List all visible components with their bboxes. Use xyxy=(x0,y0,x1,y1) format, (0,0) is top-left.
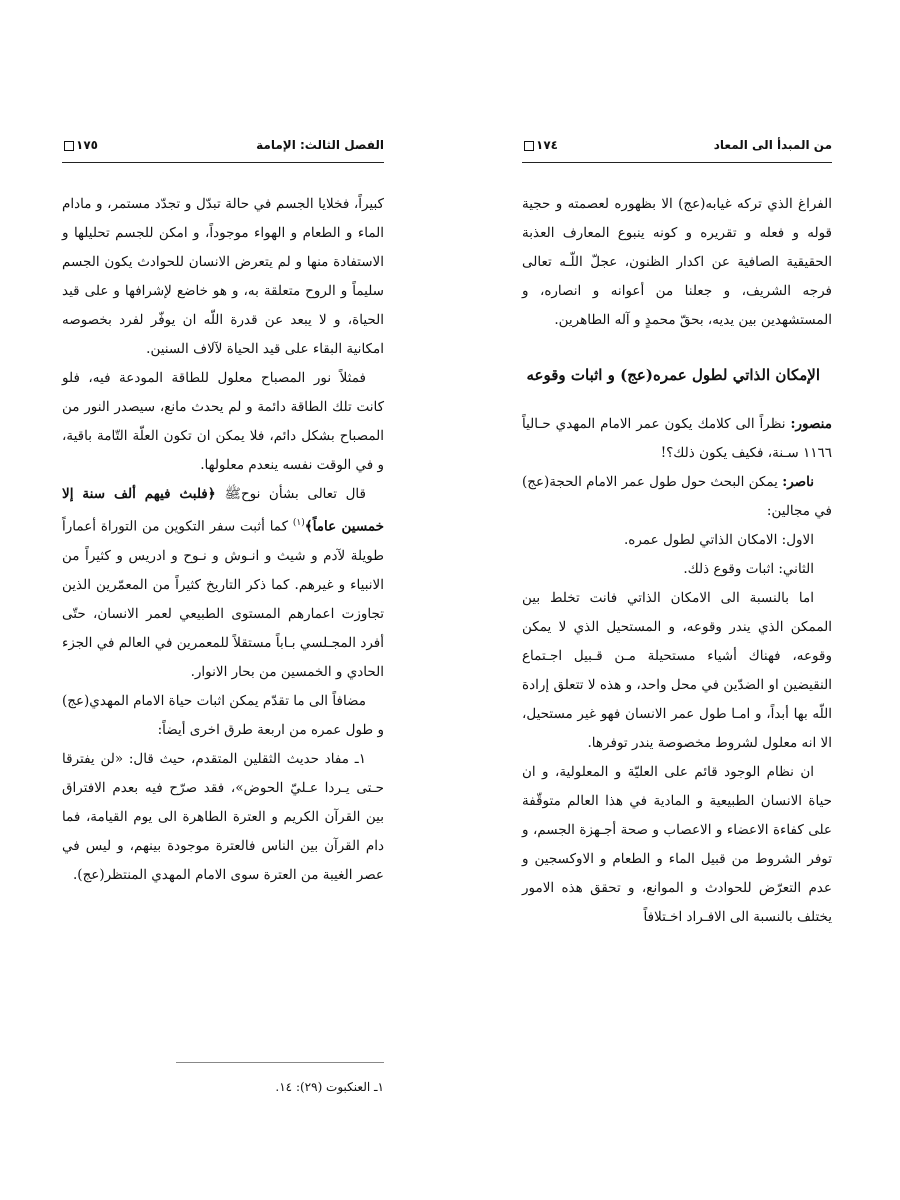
running-title: الفصل الثالث: الإمامة xyxy=(256,138,384,152)
page-number: ١٧٥ xyxy=(62,138,98,152)
list-item: الثاني: اثبات وقوع ذلك. xyxy=(683,561,814,577)
page-number: ١٧٤ xyxy=(522,138,558,152)
paragraph: ان نظام الوجود قائم على العليّة و المعلولية، و ان حياة الانسان الطبيعية و المادية في هذا العالم متوقّفة على كفاءة الاعضاء و الاعصاب و صحة أجـهزة الجسم، و توفر الشروط من قبيل الماء و الطعام و الاوكسجين و عدم التعرّض للحوادث و الموانع، و تحقق هذه الامور يختلف بالنسبة الى الافـراد اخـتلافاً xyxy=(522,764,832,925)
quran-quote: ﴿فلبث فيهم ألف سنة إلا خمسين عاماً﴾ xyxy=(62,486,385,535)
paragraph: مضافاً الى ما تقدّم يمكن اثبات حياة الامام المهدي(عج) و طول عمره من اربعة طرق اخرى أيضاً: xyxy=(62,692,384,738)
page-header xyxy=(522,138,832,160)
section-heading: الإمكان الذاتي لطول عمره(عج) و اثبات وقوعه xyxy=(526,366,820,384)
page-header xyxy=(62,138,384,160)
speaker-name: ناصر: xyxy=(782,474,814,490)
paragraph: قال تعالى بشأن نوحﷺ ﴿فلبث فيهم ألف سنة إلا خمسين عاماً﴾$^{(١)}$ كما أثبت سفر التكوين من التوراة أعماراً طويلة لآدم و شيث و انـوش و نـوح و ادريس و كثيراً من الانبياء و غيرهم. كما ذكر التاريخ كثيراً من المعمّرين الذين تجاوزت اعمارهم المستوى الطبيعي لعمر الانسان، حتّى أفرد المجـلسي بـاباً مستقلاً للمعمرين في العالم في الجزء الحادي و الخمسين من بحار الانوار. xyxy=(62,486,385,680)
header-rule xyxy=(62,162,384,163)
paragraph: الفراغ الذي تركه غيابه(عج) الا بظهوره لعصمته و حجية قوله و فعله و تقريره و كونه ينبوع المعارف العذبة الحقيقية الصافية عن اكدار الظنون، عجلّ اللّـه تعالى فرجه الشريف، و جعلنا من أعوانه و انصاره، و المستشهدين بين يديه، بحقّ محمدٍ و آله الطاهرين. xyxy=(522,196,832,328)
dialogue-naser: ناصر: يمكن البحث حول طول عمر الامام الحجة(عج) في مجالين: xyxy=(522,474,832,519)
paragraph: ١ـ مفاد حديث الثقلين المتقدم، حيث قال: «لن يفترقا حـتى يـردا عـليّ الحوض»، فقد صرّح فيه بعدم الافتراق بين القرآن الكريم و العترة الطاهرة الى يوم القيامة، فما دام القرآن بين الناس فالعترة موجودة بينهم، و ليس في عصر الغيبة من العترة سوى الامام المهدي المنتظر(عج). xyxy=(62,750,384,883)
footnote-rule xyxy=(176,1062,384,1063)
square-icon xyxy=(64,141,74,151)
footnote: ١ـ العنكبوت (٢٩): ١٤. xyxy=(275,1080,384,1094)
paragraph: فمثلاً نور المصباح معلول للطاقة المودعة فيه، فلو كانت تلك الطاقة دائمة و لم يحدث مانع، سيصدر النور من المصباح بشكل دائم، فلا يمكن ان تكون العلّة التّامة باقية، و في الوقت نفسه ينعدم معلولها. xyxy=(62,370,384,473)
header-rule xyxy=(522,162,832,163)
page-174 xyxy=(450,0,900,1200)
paragraph: اما بالنسبة الى الامكان الذاتي فانت تخلط بين الممكن الذي يندر وقوعه، و المستحيل الذي لا يمكن وقوعه، فهناك أشياء مستحيلة مـن قـبيل اجـتماع النقيضين او الضدّين في محل واحد، و هذه لا تتعلق إرادة اللّه بها أبداً، و امـا طول عمر الانسان فهو غير مستحيل، الا انه معلول لشروط مخصوصة يندر توفرها. xyxy=(522,590,832,751)
footnote-marker[interactable]: (١) xyxy=(292,518,305,528)
page-body xyxy=(522,190,832,932)
running-title: من المبدأ الى المعاد xyxy=(713,138,832,152)
dialogue-mansour: منصور: نظراً الى كلامك يكون عمر الامام المهدي حـالياً ١١٦٦ سـنة، فكيف يكون ذلك؟! xyxy=(522,416,832,461)
list-item: الاول: الامكان الذاتي لطول عمره. xyxy=(623,532,814,548)
speaker-name: منصور: xyxy=(790,416,832,432)
square-icon xyxy=(524,141,534,151)
page-body xyxy=(62,190,384,890)
salutation-glyph: ﷺ xyxy=(224,486,241,502)
paragraph: كبيراً، فخلايا الجسم في حالة تبدّل و تجدّد مستمر، و مادام الماء و الطعام و الهواء موجوداً، و امكن للجسم تحليلها و الاستفادة منها و لم يتعرض الانسان للحوادث يكون الجسم سليماً و الروح متعلقة به، و هو خاضع لإشرافها و على قيد الحياة، و لا يبعد عن قدرة اللّه ان يوفّر لفرد بخصوصه امكانية البقاء على قيد الحياة لآلاف السنين. xyxy=(62,196,384,357)
